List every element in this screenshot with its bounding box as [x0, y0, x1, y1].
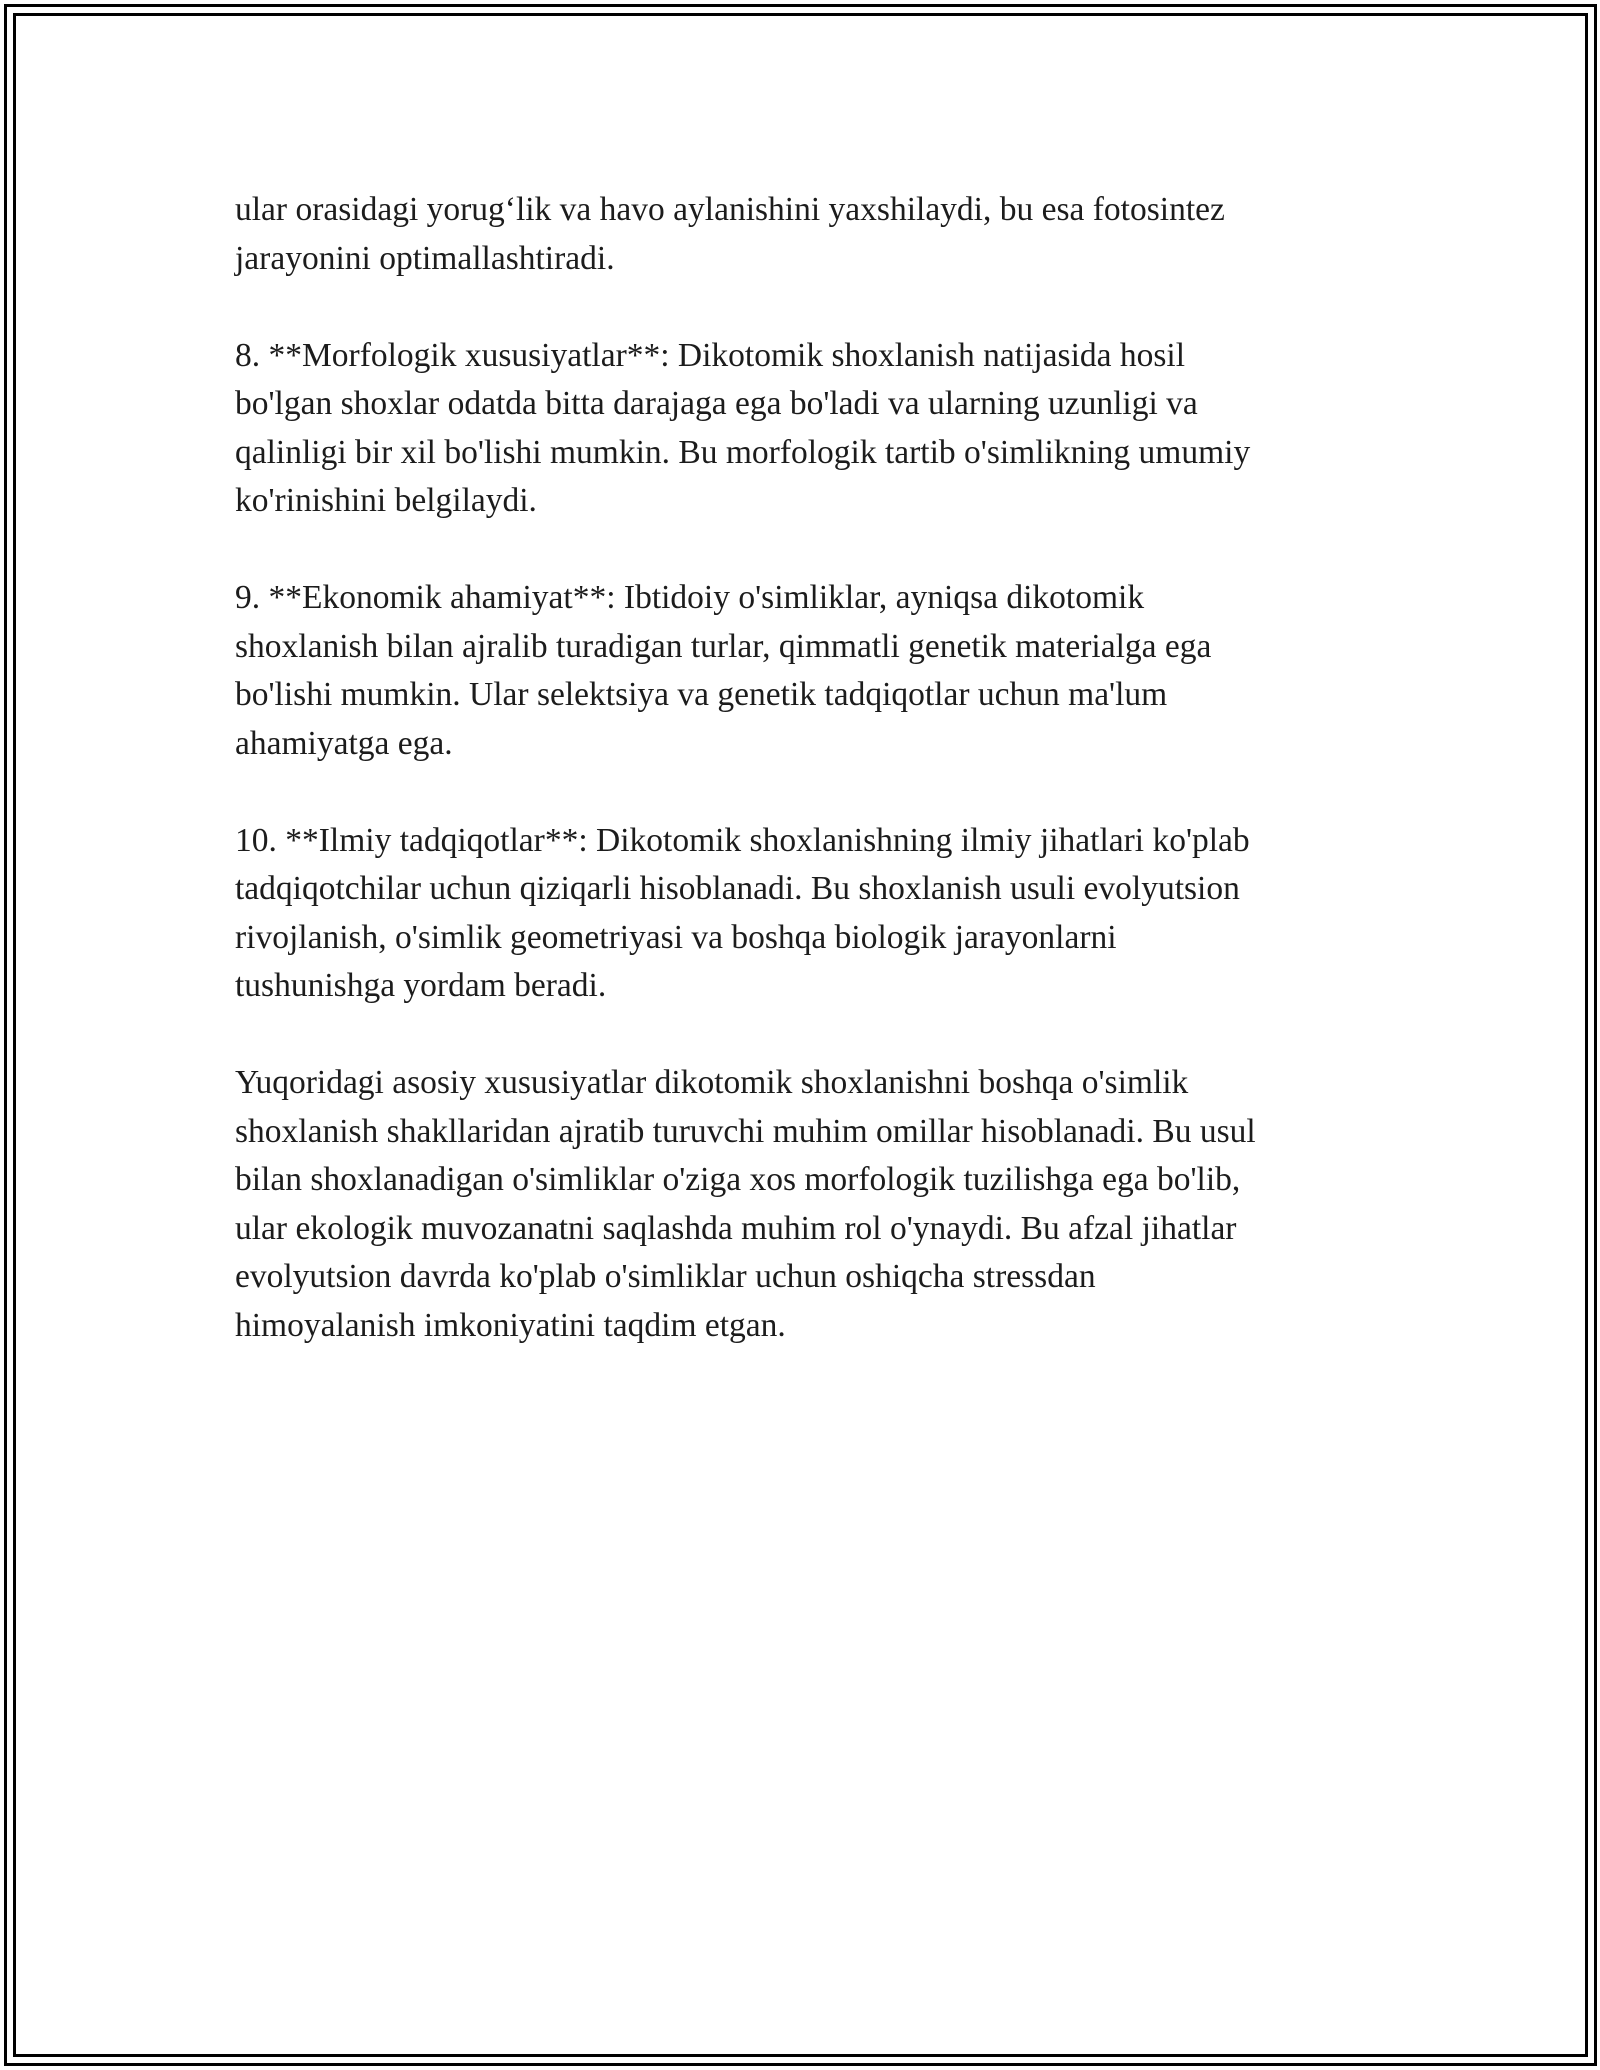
text-line: rivojlanish, o'simlik geometriyasi va boshqa biologik jarayonlarni — [235, 918, 1117, 956]
text-line: jarayonini optimallashtiradi. — [235, 239, 615, 277]
text-line: ular orasidagi yorug‘lik va havo aylanishini yaxshilaydi, bu esa fotosintez — [235, 191, 1225, 228]
text-line: qalinligi bir xil bo'lishi mumkin. Bu morfologik tartib o'simlikning umumiy — [235, 433, 1251, 471]
text-line: evolyutsion davrda ko'plab o'simliklar uchun oshiqcha stressdan — [235, 1258, 1096, 1295]
paragraph-item-10 — [235, 817, 1375, 1011]
text-line: shoxlanish shakllaridan ajratib turuvchi muhim omillar hisoblanadi. Bu usul — [235, 1112, 1256, 1150]
paragraph-item-9 — [235, 574, 1375, 768]
text-line: shoxlanish bilan ajralib turadigan turlar, qimmatli genetik materialga ega — [235, 627, 1212, 665]
text-line: ahamiyatga ega. — [235, 724, 453, 762]
paragraph-summary — [235, 1059, 1375, 1350]
text-line: bo'lgan shoxlar odatda bitta darajaga ega bo'ladi va ularning uzunligi va — [235, 385, 1198, 422]
text-line: tadqiqotchilar uchun qiziqarli hisoblanadi. Bu shoxlanish usuli evolyutsion — [235, 870, 1240, 907]
text-line: 10. **Ilmiy tadqiqotlar**: Dikotomik shoxlanishning ilmiy jihatlari ko'plab — [235, 821, 1250, 859]
text-line: 8. **Morfologik xususiyatlar**: Dikotomik shoxlanish natijasida hosil — [235, 336, 1186, 374]
text-line: 9. **Ekonomik ahamiyat**: Ibtidoiy o'simliklar, ayniqsa dikotomik — [235, 579, 1145, 616]
text-line: Yuqoridagi asosiy xususiyatlar dikotomik shoxlanishni boshqa o'simlik — [235, 1064, 1189, 1101]
text-line: ko'rinishini belgilaydi. — [235, 482, 537, 519]
text-line: bo'lishi mumkin. Ular selektsiya va genetik tadqiqotlar uchun ma'lum — [235, 676, 1168, 713]
paragraph-continuation — [235, 186, 1375, 283]
text-line: ular ekologik muvozanatni saqlashda muhim rol o'ynaydi. Bu afzal jihatlar — [235, 1209, 1237, 1247]
paragraph-item-8 — [235, 332, 1375, 526]
text-line: tushunishga yordam beradi. — [235, 967, 607, 1004]
document-body — [235, 186, 1375, 1399]
text-line: himoyalanish imkoniyatini taqdim etgan. — [235, 1306, 786, 1344]
text-line: bilan shoxlanadigan o'simliklar o'ziga xos morfologik tuzilishga ega bo'lib, — [235, 1161, 1241, 1198]
